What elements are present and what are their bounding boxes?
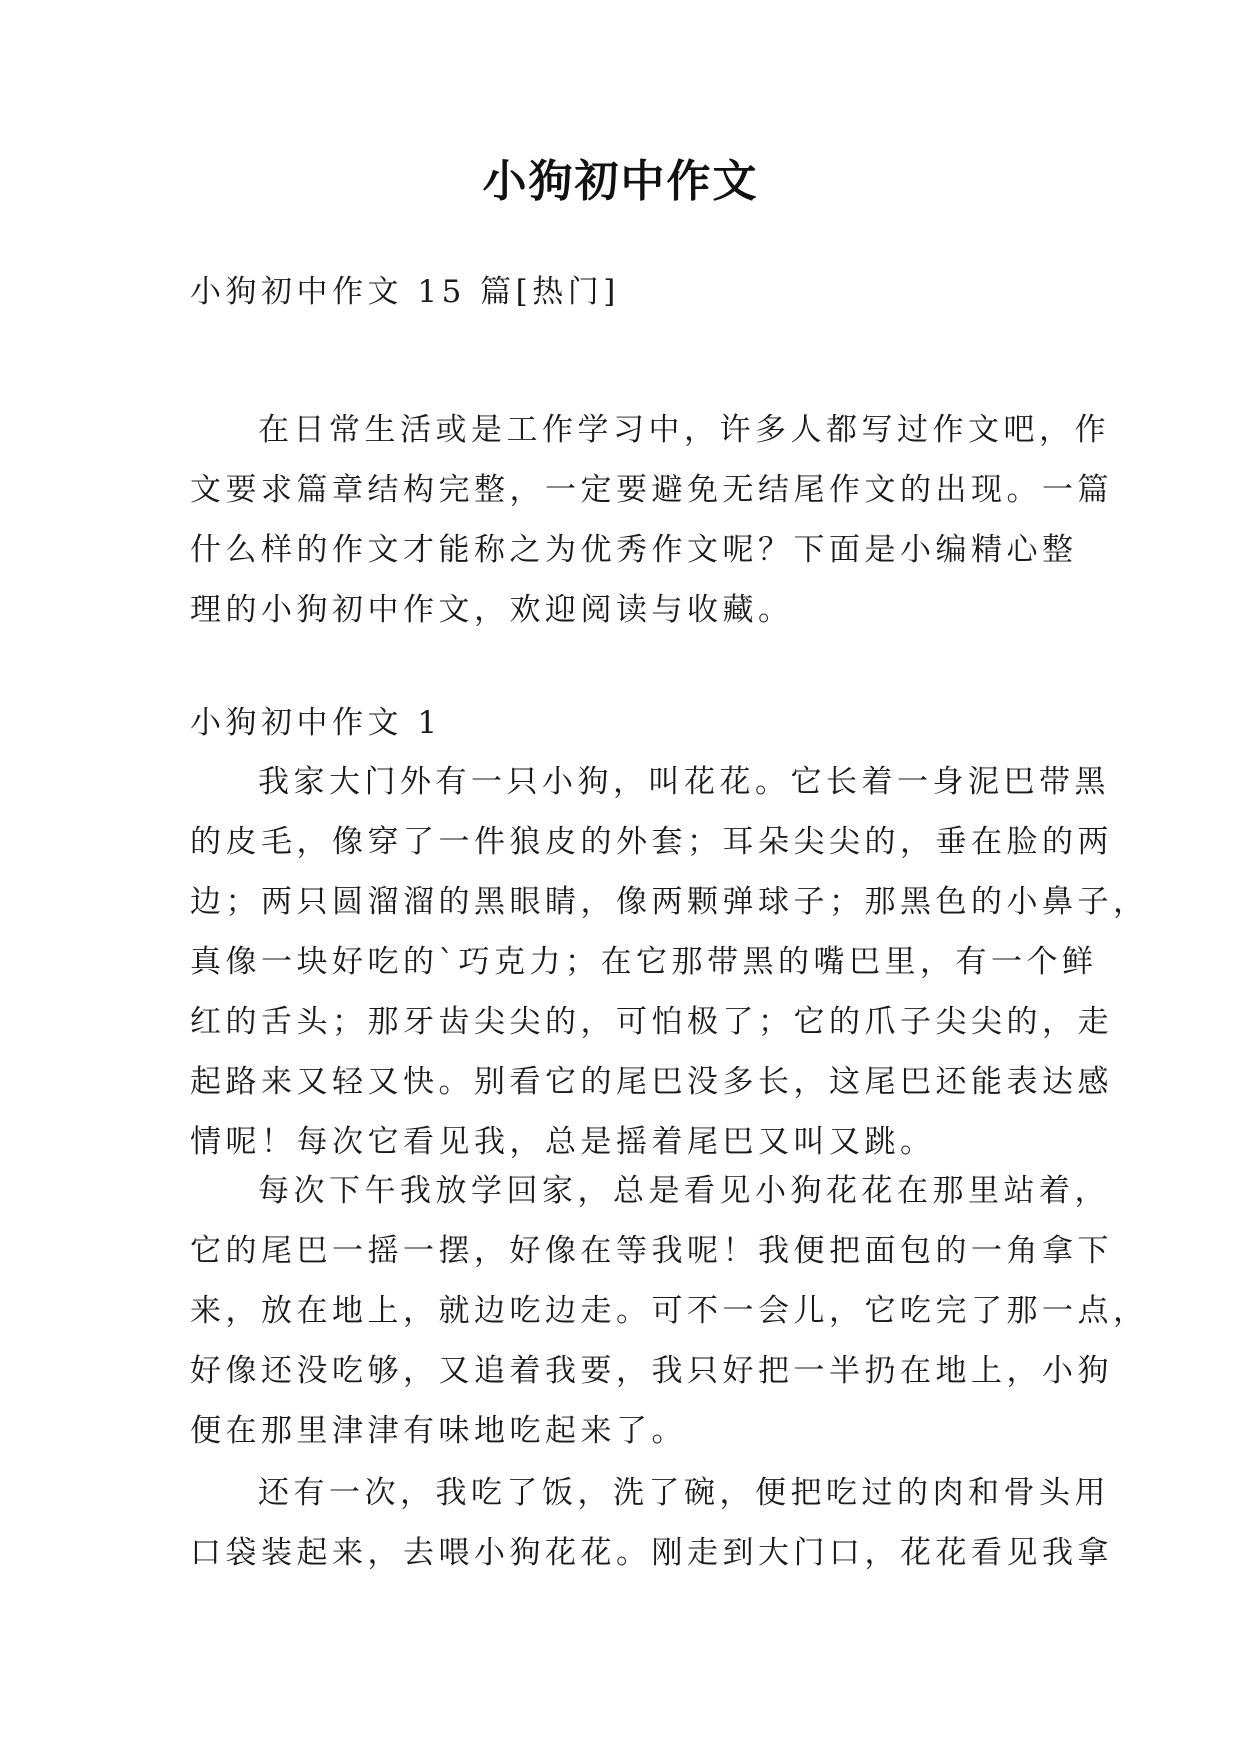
body-paragraph-1	[190, 752, 1149, 1172]
paragraph-line: 边；两只圆溜溜的黑眼睛，像两颗弹球子；那黑色的小鼻子，	[190, 884, 1149, 920]
document-subtitle: 小狗初中作文 15 篇[热门]	[190, 274, 620, 310]
intro-line: 理的小狗初中作文，欢迎阅读与收藏。	[190, 592, 794, 628]
paragraph-line: 口袋装起来，去喂小狗花花。刚走到大门口，花花看见我拿	[190, 1535, 1113, 1571]
paragraph-line: 真像一块好吃的`巧克力；在它那带黑的嘴巴里，有一个鲜	[190, 944, 1098, 980]
document-title: 小狗初中作文	[482, 156, 759, 207]
paragraph-line: 我家大门外有一只小狗，叫花花。它长着一身泥巴带黑	[258, 764, 1110, 800]
paragraph-line: 的皮毛，像穿了一件狼皮的外套；耳朵尖尖的，垂在脸的两	[190, 824, 1113, 860]
intro-line: 在日常生活或是工作学习中，许多人都写过作文吧，作	[258, 412, 1110, 448]
intro-line: 什么样的作文才能称之为优秀作文呢？下面是小编精心整	[190, 532, 1078, 568]
paragraph-line: 它的尾巴一摇一摆，好像在等我呢！我便把面包的一角拿下	[190, 1233, 1113, 1269]
paragraph-line: 来，放在地上，就边吃边走。可不一会儿，它吃完了那一点，	[190, 1293, 1149, 1329]
section-heading: 小狗初中作文 1	[190, 705, 442, 741]
paragraph-line: 好像还没吃够，又追着我要，我只好把一半扔在地上，小狗	[190, 1353, 1113, 1389]
intro-line: 文要求篇章结构完整，一定要避免无结尾作文的出现。一篇	[190, 472, 1113, 508]
paragraph-line: 还有一次，我吃了饭，洗了碗，便把吃过的肉和骨头用	[258, 1475, 1110, 1511]
body-paragraph-3	[190, 1463, 1113, 1583]
body-paragraph-2	[190, 1161, 1149, 1461]
paragraph-line: 红的舌头；那牙齿尖尖的，可怕极了；它的爪子尖尖的，走	[190, 1004, 1113, 1040]
paragraph-line: 便在那里津津有味地吃起来了。	[190, 1413, 687, 1449]
intro-paragraph	[190, 400, 1113, 640]
paragraph-line: 每次下午我放学回家，总是看见小狗花花在那里站着，	[258, 1173, 1110, 1209]
paragraph-line: 情呢！每次它看见我，总是摇着尾巴又叫又跳。	[190, 1124, 936, 1160]
paragraph-line: 起路来又轻又快。别看它的尾巴没多长，这尾巴还能表达感	[190, 1064, 1113, 1100]
